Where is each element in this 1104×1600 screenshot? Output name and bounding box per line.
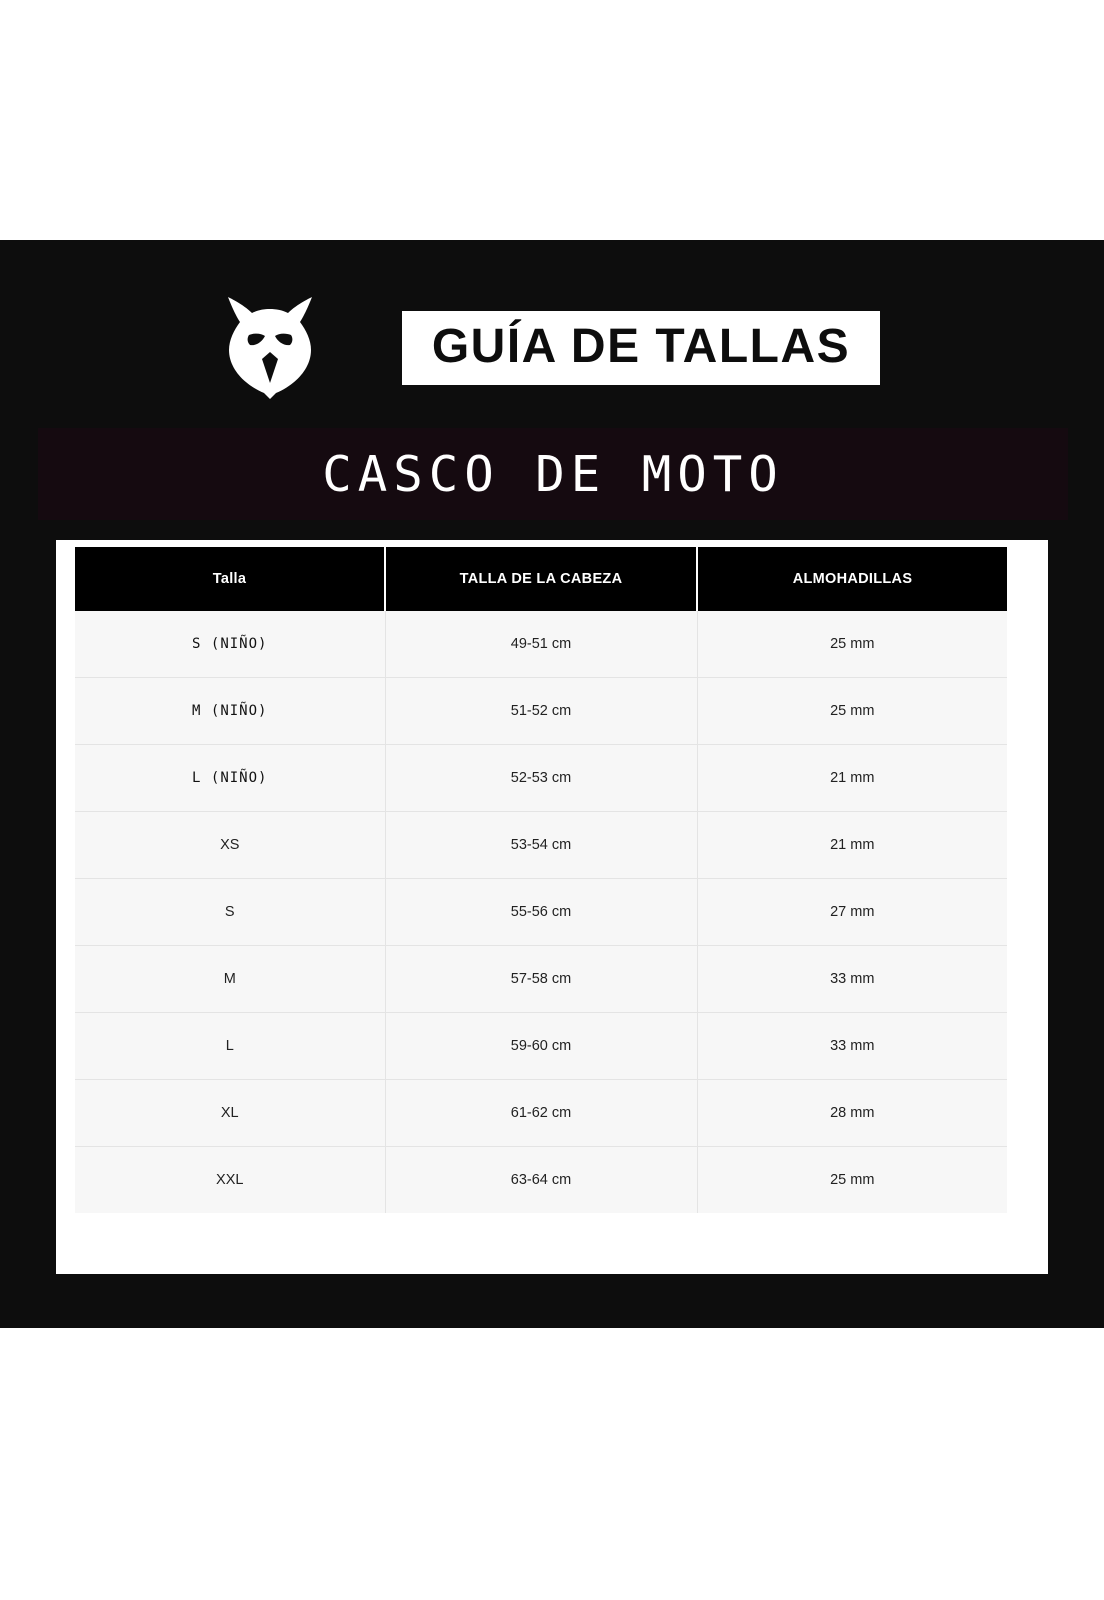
table-row [75, 1147, 1007, 1214]
cell-pads: 27 mm [697, 879, 1007, 946]
page-title-text: GUÍA DE TALLAS [431, 319, 851, 373]
cell-head: 55-56 cm [385, 879, 697, 946]
cell-head: 51-52 cm [385, 678, 697, 745]
cell-size: L (NIÑO) [75, 745, 385, 812]
table-row [75, 1013, 1007, 1080]
table-header-row [75, 547, 1007, 611]
size-table-card [56, 540, 1048, 1274]
table-row [75, 812, 1007, 879]
cell-head: 49-51 cm [385, 611, 697, 678]
cell-size: M (NIÑO) [75, 678, 385, 745]
cell-pads: 33 mm [697, 946, 1007, 1013]
cell-pads: 21 mm [697, 745, 1007, 812]
column-header-talla: Talla [75, 547, 385, 611]
cell-head: 63-64 cm [385, 1147, 697, 1214]
table-row [75, 678, 1007, 745]
cell-head: 57-58 cm [385, 946, 697, 1013]
cell-size: XL [75, 1080, 385, 1147]
column-header-almohadillas: ALMOHADILLAS [697, 547, 1007, 611]
cell-head: 59-60 cm [385, 1013, 697, 1080]
cell-pads: 28 mm [697, 1080, 1007, 1147]
cell-size: S [75, 879, 385, 946]
page-title [402, 311, 880, 385]
cell-pads: 25 mm [697, 678, 1007, 745]
subtitle-text: CASCO DE MOTO [322, 445, 784, 503]
column-header-talla-cabeza: TALLA DE LA CABEZA [385, 547, 697, 611]
table-row [75, 1080, 1007, 1147]
cell-head: 61-62 cm [385, 1080, 697, 1147]
table-row [75, 879, 1007, 946]
cell-size: XXL [75, 1147, 385, 1214]
fox-head-logo-icon [224, 297, 316, 399]
cell-pads: 25 mm [697, 1147, 1007, 1214]
cell-pads: 33 mm [697, 1013, 1007, 1080]
poster-header [0, 285, 1104, 410]
cell-size: S (NIÑO) [75, 611, 385, 678]
table-row [75, 946, 1007, 1013]
table-body [75, 611, 1007, 1213]
table-row [75, 611, 1007, 678]
cell-head: 52-53 cm [385, 745, 697, 812]
cell-size: L [75, 1013, 385, 1080]
subtitle-band [38, 428, 1068, 520]
cell-pads: 21 mm [697, 812, 1007, 879]
table-row [75, 745, 1007, 812]
size-guide-poster [0, 240, 1104, 1328]
cell-size: XS [75, 812, 385, 879]
cell-size: M [75, 946, 385, 1013]
cell-head: 53-54 cm [385, 812, 697, 879]
size-table [75, 547, 1007, 1213]
cell-pads: 25 mm [697, 611, 1007, 678]
